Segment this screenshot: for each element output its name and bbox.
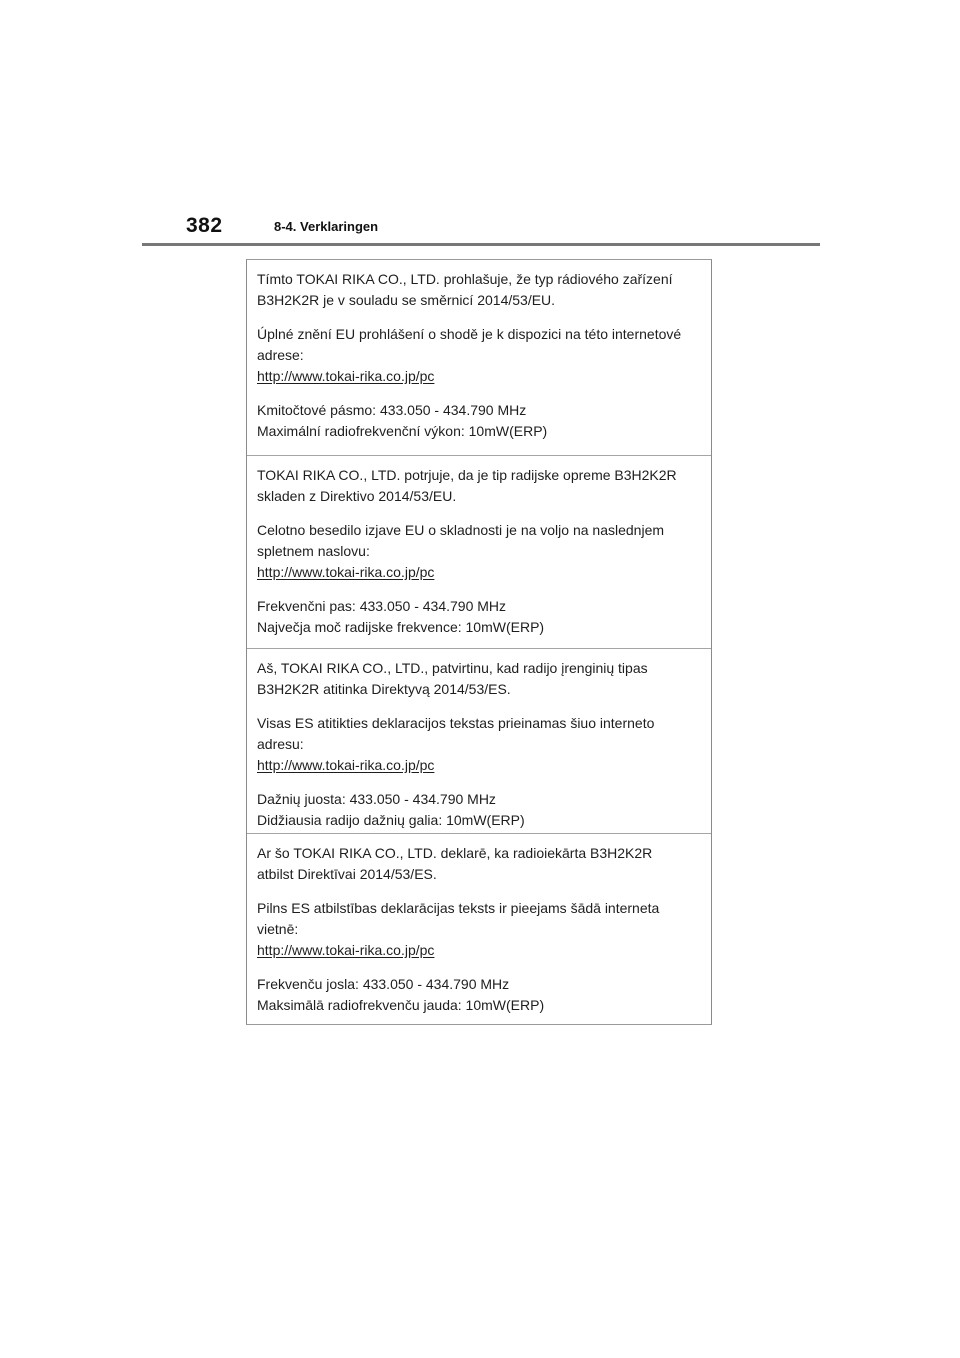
fulltext-line: adresu: [257,736,304,752]
statement-line: atbilst Direktīvai 2014/53/ES. [257,866,437,882]
radio-specs [257,974,699,1016]
frequency-band: Kmitočtové pásmo: 433.050 - 434.790 MHz [257,402,527,418]
fulltext-line: adrese: [257,347,304,363]
declaration-czech [247,260,711,455]
statement [257,269,699,311]
header-divider [142,243,820,246]
fulltext-notice [257,324,699,387]
statement-line: Aš, TOKAI RIKA CO., LTD., patvirtinu, kad radijo įrenginių tipas [257,660,648,676]
statement-line: TOKAI RIKA CO., LTD. potrjuje, da je tip radijske opreme B3H2K2R [257,467,677,483]
max-power: Maksimālā radiofrekvenču jauda: 10mW(ERP) [257,997,545,1013]
max-power: Didžiausia radijo dažnių galia: 10mW(ERP) [257,812,525,828]
declaration-box [246,259,712,1025]
statement-line: Tímto TOKAI RIKA CO., LTD. prohlašuje, že typ rádiového zařízení [257,271,673,287]
fulltext-notice [257,520,699,583]
statement-line: B3H2K2R je v souladu se směrnicí 2014/53/EU. [257,292,556,308]
declaration-url[interactable]: http://www.tokai-rika.co.jp/pc [257,757,435,773]
statement [257,843,699,885]
statement-line: Ar šo TOKAI RIKA CO., LTD. deklarē, ka radioiekārta B3H2K2R [257,845,653,861]
declaration-latvian [247,833,711,1024]
radio-specs [257,596,699,638]
declaration-slovenian [247,455,711,648]
fulltext-notice [257,898,699,961]
max-power: Maximální radiofrekvenční výkon: 10mW(ERP) [257,423,548,439]
radio-specs [257,400,699,442]
fulltext-line: Pilns ES atbilstības deklarācijas teksts ir pieejams šādā interneta [257,900,660,916]
declaration-url[interactable]: http://www.tokai-rika.co.jp/pc [257,564,435,580]
fulltext-line: Celotno besedilo izjave EU o skladnosti je na voljo na naslednjem [257,522,665,538]
statement-line: B3H2K2R atitinka Direktyvą 2014/53/ES. [257,681,511,697]
section-title: 8-4. Verklaringen [274,219,379,234]
frequency-band: Frekvenču josla: 433.050 - 434.790 MHz [257,976,510,992]
fulltext-line: vietnē: [257,921,299,937]
frequency-band: Frekvenčni pas: 433.050 - 434.790 MHz [257,598,507,614]
declaration-lithuanian [247,648,711,833]
fulltext-notice [257,713,699,776]
fulltext-line: Úplné znění EU prohlášení o shodě je k dispozici na této internetové [257,326,682,342]
page-header [0,0,960,250]
statement-line: skladen z Direktivo 2014/53/EU. [257,488,457,504]
declaration-url[interactable]: http://www.tokai-rika.co.jp/pc [257,368,435,384]
fulltext-line: spletnem naslovu: [257,543,370,559]
frequency-band: Dažnių juosta: 433.050 - 434.790 MHz [257,791,496,807]
statement [257,465,699,507]
max-power: Največja moč radijske frekvence: 10mW(ERP) [257,619,545,635]
page-number: 382 [186,214,223,237]
statement [257,658,699,700]
declaration-url[interactable]: http://www.tokai-rika.co.jp/pc [257,942,435,958]
fulltext-line: Visas ES atitikties deklaracijos tekstas prieinamas šiuo interneto [257,715,655,731]
radio-specs [257,789,699,831]
